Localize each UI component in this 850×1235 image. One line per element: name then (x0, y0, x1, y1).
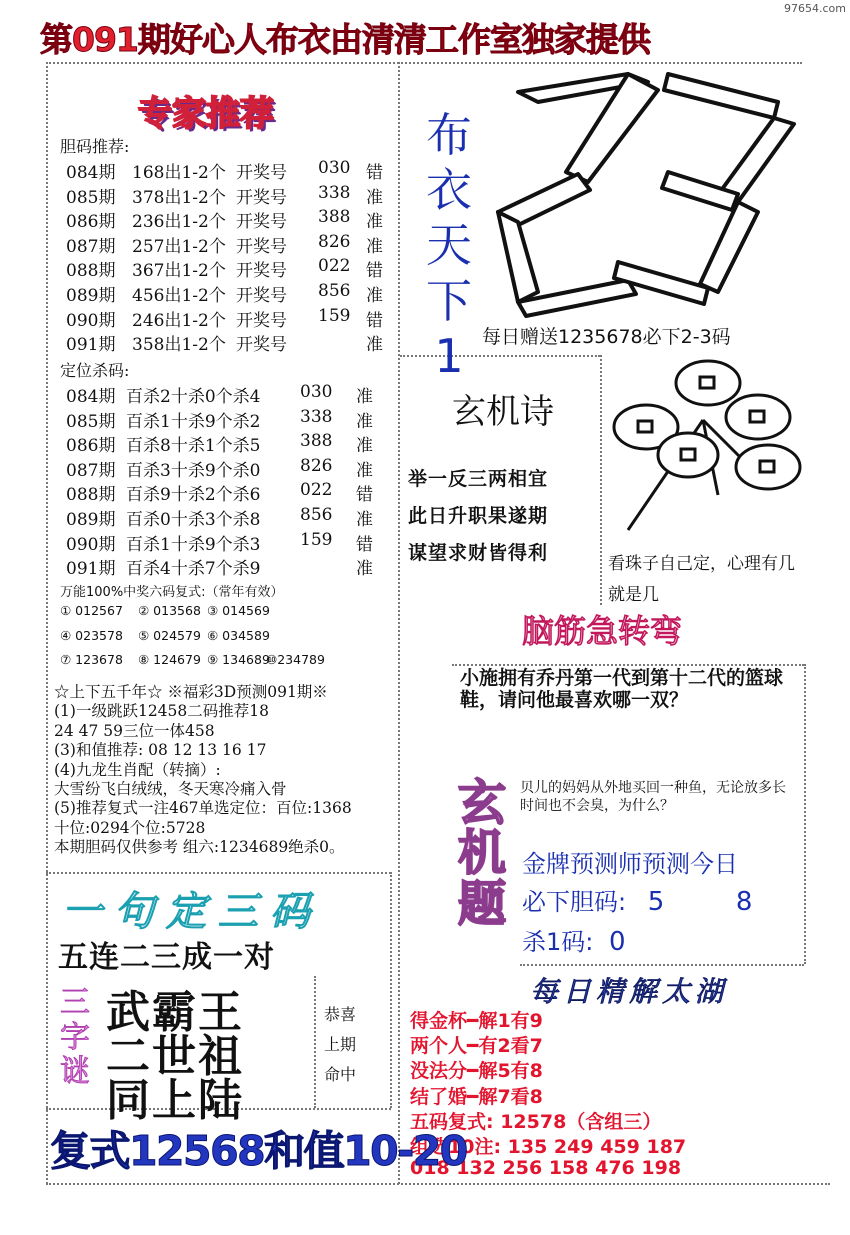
row-period: 085期 (66, 411, 116, 432)
center-divider (398, 62, 400, 1184)
row-period: 086期 (66, 436, 116, 457)
danma-row (66, 281, 396, 305)
row-pick: 百杀2十杀0个杀4 (126, 387, 261, 407)
taihu-line: 五码复式: 12578（含组三） (410, 1110, 662, 1133)
expert-title: 专家推荐 (138, 94, 274, 134)
danma-row (66, 256, 396, 280)
row-result: 准 (366, 212, 383, 233)
congrats-char: 上期 (324, 1035, 357, 1054)
page-title: 第091期好心人布衣由清清工作室独家提供 (40, 20, 650, 59)
combo-item: ⑤ 024579 (138, 628, 201, 643)
yiju-title: 一句定三码 (62, 889, 322, 935)
row-period: 088期 (66, 485, 116, 506)
row-period: 089期 (66, 510, 116, 530)
combo-item: ⑨ 134689 (207, 652, 270, 667)
xuanji-ti-char: 玄 (457, 775, 506, 831)
row-num: 388 (300, 431, 333, 452)
row-result: 准 (366, 286, 383, 306)
congrats-divider (314, 976, 316, 1108)
row-result: 准 (366, 187, 383, 208)
row-pick: 百杀9十杀2个杀6 (126, 485, 261, 506)
row-period: 089期 (66, 286, 116, 306)
right-box-border (804, 664, 806, 964)
taihu-line: 018 132 256 158 476 198 (410, 1157, 682, 1180)
row-period: 086期 (66, 212, 116, 233)
riddle-text: 贝儿的妈妈从外地买回一种鱼，无论放多长时间也不会臭，为什么？ (520, 780, 786, 814)
danma-row (66, 183, 396, 207)
taihu-title: 每日精解太湖 (530, 975, 729, 1008)
row-label: 开奖号 (236, 310, 287, 331)
row-period: 085期 (66, 187, 116, 208)
row-num: 030 (300, 382, 333, 402)
row-num: 388 (318, 207, 351, 228)
danma-row (66, 232, 396, 256)
row-pick: 百杀4十杀7个杀9 (126, 559, 261, 580)
coins-graphic (608, 355, 808, 545)
row-result: 错 (356, 485, 373, 506)
dingwei-row (66, 480, 396, 504)
sanzimi-word: 同上陆 (106, 1075, 244, 1126)
row-pick: 168出1-2个 (132, 163, 226, 183)
row-pick: 百杀1十杀9个杀2 (126, 411, 261, 432)
row-result: 准 (366, 335, 383, 356)
dingwei-label: 定位杀码: (60, 361, 130, 380)
row-label: 开奖号 (236, 261, 287, 282)
kill-code-label: 杀1码: (522, 928, 594, 956)
tip-line: 本期胆码仅供参考 组六:1234689绝杀0。 (54, 838, 345, 857)
buyi-char: 下 (426, 273, 472, 328)
danma-row (66, 158, 396, 182)
row-period: 091期 (66, 335, 116, 356)
poem-line: 举一反三两相宜 (408, 468, 549, 490)
beads-divider (600, 355, 602, 605)
combo-item: ③ 014569 (207, 603, 270, 618)
must-code-a: 5 (647, 887, 665, 917)
row-num: 159 (318, 305, 351, 326)
row-pick: 378出1-2个 (132, 187, 226, 208)
dingwei-row (66, 407, 396, 431)
row-period: 084期 (66, 163, 116, 183)
row-pick: 百杀8十杀1个杀5 (126, 436, 261, 457)
gold-predictor-line: 金牌预测师预测今日 (522, 850, 738, 878)
danma-row (66, 330, 396, 354)
row-result: 准 (366, 236, 383, 257)
row-num: 338 (300, 406, 333, 427)
row-num: 338 (318, 182, 351, 203)
sanzimi-char: 字 (60, 1019, 90, 1055)
taihu-line: 得金杯━解1有9 (410, 1010, 543, 1032)
row-result: 错 (366, 261, 383, 282)
xuanji-ti-vertical-title (454, 775, 510, 932)
xuanji-ti-char: 题 (457, 875, 506, 932)
row-pick: 246出1-2个 (132, 310, 226, 331)
xuanji-ti-char: 机 (457, 825, 506, 882)
row-label: 开奖号 (236, 212, 287, 233)
must-code-b: 8 (735, 887, 753, 917)
row-result: 错 (356, 534, 373, 555)
taihu-line: 没法分━解5有8 (410, 1060, 543, 1083)
brain-teaser-question: 小施拥有乔丹第一代到第十二代的篮球鞋，请问他最喜欢哪一双？ (460, 667, 784, 711)
congrats-char: 命中 (324, 1065, 357, 1084)
tip-line: 大雪纷飞白绒绒，冬天寒冷痛入骨 (54, 780, 287, 798)
row-result: 准 (356, 411, 373, 432)
dingwei-row (66, 554, 396, 578)
row-pick: 236出1-2个 (132, 212, 226, 233)
dingwei-row (66, 505, 396, 529)
dingwei-row (66, 431, 396, 455)
fushi-banner: 复式12568和值10-20 (50, 1127, 467, 1175)
dingwei-row (66, 530, 396, 554)
row-result: 准 (356, 436, 373, 457)
sanzimi-char: 三 (60, 985, 90, 1020)
must-code-line (522, 882, 752, 917)
sanzimi-vertical-title (54, 986, 96, 1090)
combo-item: ⑦ 123678 (60, 652, 123, 667)
left-border (46, 62, 48, 1184)
brain-teaser-title: 脑筋急转弯 (522, 612, 683, 650)
must-code-label: 必下胆码: (522, 888, 627, 916)
tip-line: (3)和值推荐: 08 12 13 16 17 (54, 741, 267, 760)
row-period: 088期 (66, 261, 116, 282)
row-num: 022 (300, 480, 333, 501)
row-num: 022 (318, 256, 351, 277)
yiju-phrase: 五连二三成一对 (58, 940, 275, 975)
row-result: 错 (366, 163, 383, 183)
poem-title: 玄机诗 (452, 392, 554, 432)
taihu-line: 组选10注: 135 249 459 187 (410, 1136, 687, 1158)
row-num: 826 (318, 231, 351, 252)
combo-item: ⑧ 124679 (138, 652, 201, 667)
buyi-char: 布 (426, 108, 472, 162)
jiehu-top-border (520, 964, 804, 966)
combo-item: ⑥ 034589 (207, 628, 270, 643)
taihu-line: 两个人━有2看7 (410, 1035, 543, 1058)
row-label: 开奖号 (236, 236, 287, 257)
brain-box-top (452, 664, 804, 666)
tip-line: (5)推荐复式一注467单选定位：百位:1368 (54, 799, 352, 818)
dingwei-row (66, 382, 396, 406)
poem-line: 谋望求财皆得利 (408, 542, 549, 564)
row-num: 856 (318, 281, 351, 301)
row-pick: 456出1-2个 (132, 286, 226, 306)
row-period: 090期 (66, 310, 116, 331)
yiju-right-border (390, 872, 392, 1108)
kill-code-num: 0 (609, 927, 626, 957)
row-period: 087期 (66, 236, 116, 257)
row-period: 091期 (66, 559, 116, 580)
row-pick: 358出1-2个 (132, 335, 226, 356)
yiju-top-border (46, 872, 391, 874)
row-result: 准 (356, 460, 373, 481)
row-result: 准 (356, 510, 373, 530)
row-pick: 367出1-2个 (132, 261, 226, 282)
site-watermark: 97654.com (784, 2, 846, 15)
combo-item: ④ 023578 (60, 628, 123, 643)
sanzimi-word: 武霸王 (106, 987, 244, 1038)
beads-hint: 看珠子自己定，心理有几就是几 (608, 554, 795, 605)
row-label: 开奖号 (236, 286, 287, 306)
buyi-char: 1 (434, 328, 464, 383)
tip-line: 十位:0294个位:5728 (54, 818, 206, 837)
row-period: 084期 (66, 387, 116, 407)
row-pick: 百杀3十杀9个杀0 (126, 460, 261, 481)
row-num: 826 (300, 455, 333, 476)
row-result: 准 (356, 559, 373, 580)
daily-gift-text: 每日赠送1235678必下2-3码 (482, 326, 731, 348)
row-num: 856 (300, 505, 333, 525)
row-num: 030 (318, 158, 351, 178)
danma-row (66, 306, 396, 330)
dingwei-row (66, 456, 396, 480)
row-result: 准 (356, 387, 373, 407)
combo-item: ② 013568 (138, 603, 201, 618)
buyi-vertical-title (420, 108, 478, 384)
sanzimi-word: 二世祖 (106, 1031, 244, 1082)
row-period: 090期 (66, 534, 116, 555)
congrats-char: 恭喜 (324, 1005, 357, 1024)
combo-title: 万能100%中奖六码复式:（常年有效） (60, 585, 284, 600)
tip-line: (1)一级跳跃12458二码推荐18 (54, 702, 269, 721)
tip-line: ☆上下五千年☆ ※福彩3D预测091期※ (54, 683, 328, 701)
row-period: 087期 (66, 460, 116, 481)
row-pick: 百杀1十杀9个杀3 (126, 534, 261, 555)
buyi-char: 天 (426, 218, 472, 273)
row-result: 错 (366, 310, 383, 331)
combo-item: ① 012567 (60, 603, 123, 618)
big-number-23-graphic (478, 62, 808, 322)
kill-code-line (522, 922, 626, 957)
danma-row (66, 207, 396, 231)
row-pick: 257出1-2个 (132, 236, 226, 257)
row-label: 开奖号 (236, 335, 287, 356)
danma-label: 胆码推荐: (60, 137, 130, 156)
sanzimi-char: 谜 (60, 1054, 90, 1089)
bottom-border (46, 1183, 830, 1185)
combo-item: ⑩234789 (266, 652, 325, 667)
buyi-char: 衣 (426, 163, 472, 218)
row-num: 159 (300, 529, 333, 550)
row-label: 开奖号 (236, 163, 287, 183)
tip-line: (4)九龙生肖配（转摘）: (54, 760, 221, 779)
row-label: 开奖号 (236, 187, 287, 208)
row-pick: 百杀0十杀3个杀8 (126, 510, 261, 530)
tip-line: 24 47 59三位一体458 (54, 721, 215, 740)
poem-line: 此日升职果遂期 (408, 505, 549, 527)
taihu-line: 结了婚━解7看8 (410, 1085, 543, 1108)
